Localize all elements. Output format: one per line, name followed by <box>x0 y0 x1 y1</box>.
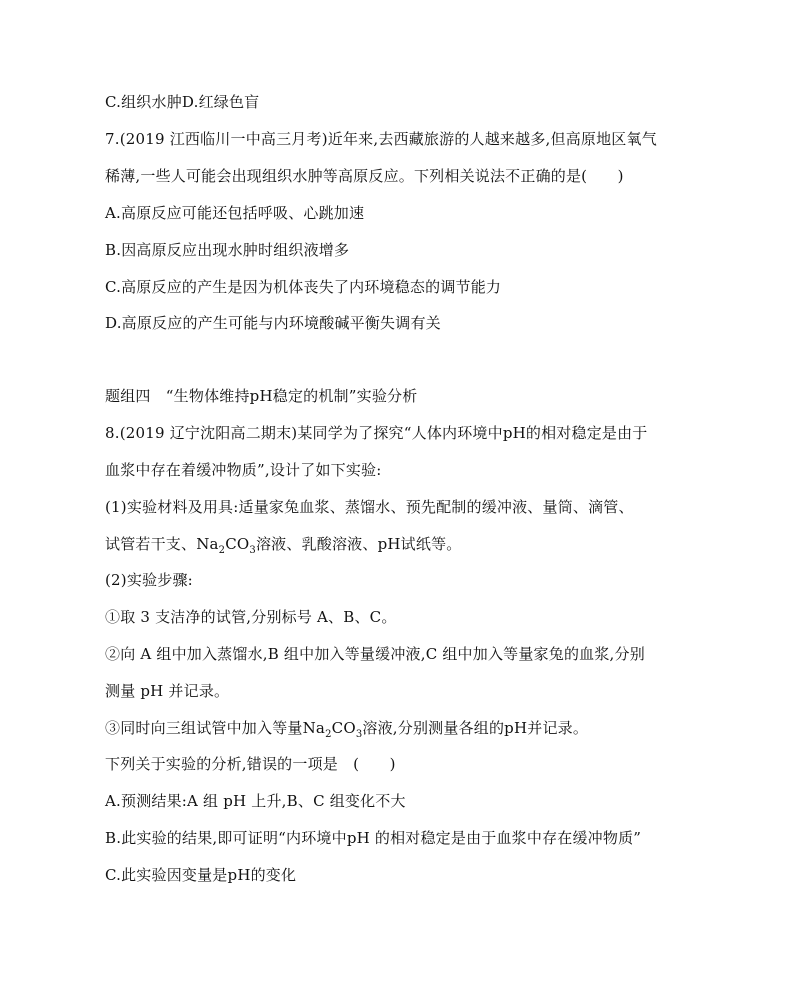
q8-step3-text-pre: ③同时向三组试管中加入等量Na <box>105 719 326 737</box>
q8-materials-subscript-3: 3 <box>249 545 256 556</box>
q6-options-cd: C.组织水肿D.红绿色盲 <box>105 93 260 111</box>
q8-materials-text-post: 溶液、乳酸溶液、pH试纸等。 <box>255 535 462 553</box>
q8-materials-line1: (1)实验材料及用具:适量家兔血浆、蒸馏水、预先配制的缓冲液、量筒、滴管、 <box>105 498 634 516</box>
q8-step3 <box>105 718 588 738</box>
q8-materials-line2 <box>105 534 461 554</box>
q8-step2-line2: 测量 pH 并记录。 <box>105 682 230 700</box>
group4-heading: 题组四 “生物体维持pH稳定的机制”实验分析 <box>105 387 418 405</box>
q8-step1: ①取 3 支洁净的试管,分别标号 A、B、C。 <box>105 608 397 626</box>
q8-option-c: C.此实验因变量是pH的变化 <box>105 866 297 884</box>
q8-materials-text-mid: CO <box>225 535 250 553</box>
q8-step2-line1: ②向 A 组中加入蒸馏水,B 组中加入等量缓冲液,C 组中加入等量家兔的血浆,分别 <box>105 645 645 663</box>
q7-stem-line1: 7.(2019 江西临川一中高三月考)近年来,去西藏旅游的人越来越多,但高原地区氧气 <box>105 130 657 148</box>
q8-steps-title: (2)实验步骤: <box>105 571 193 589</box>
q8-stem-line2: 血浆中存在着缓冲物质”,设计了如下实验: <box>105 461 382 479</box>
q8-stem-line1: 8.(2019 辽宁沈阳高二期末)某同学为了探究“人体内环境中pH的相对稳定是由于 <box>105 424 648 442</box>
q8-materials-text-pre: 试管若干支、Na <box>105 535 219 553</box>
q8-option-b: B.此实验的结果,即可证明“内环境中pH 的相对稳定是由于血浆中存在缓冲物质” <box>105 829 642 847</box>
q8-step3-subscript-3: 3 <box>355 729 363 740</box>
q8-materials-subscript-2: 2 <box>218 545 226 556</box>
q7-option-b: B.因高原反应出现水肿时组织液增多 <box>105 241 350 259</box>
q8-step3-text-post: 溶液,分别测量各组的pH并记录。 <box>362 719 589 737</box>
q8-step3-subscript-2: 2 <box>325 729 332 740</box>
q7-stem-line2: 稀薄,一些人可能会出现组织水肿等高原反应。下列相关说法不正确的是( ) <box>105 167 624 185</box>
q7-option-c: C.高原反应的产生是因为机体丧失了内环境稳态的调节能力 <box>105 278 502 296</box>
q7-option-d: D.高原反应的产生可能与内环境酸碱平衡失调有关 <box>105 314 441 332</box>
q8-step3-text-mid: CO <box>331 719 356 737</box>
q8-option-a: A.预测结果:A 组 pH 上升,B、C 组变化不大 <box>105 792 406 810</box>
q8-question: 下列关于实验的分析,错误的一项是 ( ) <box>105 755 396 773</box>
q7-option-a: A.高原反应可能还包括呼吸、心跳加速 <box>105 204 365 222</box>
